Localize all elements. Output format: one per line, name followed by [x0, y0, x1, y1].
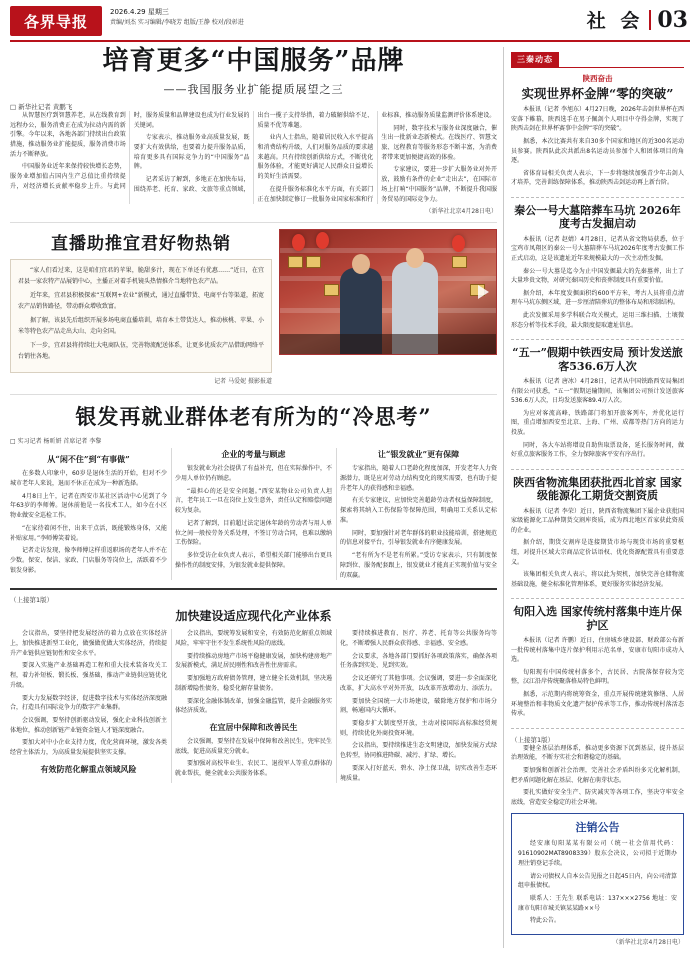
sidebar-continued-tag: （上接第1版） — [511, 735, 555, 744]
section-title: 社 会 — [586, 10, 644, 32]
sidebar — [504, 47, 684, 948]
paragraph: 会议还研究了其他事项。会议强调，要进一步全面深化改革，扩大高水平对外开放，以改革开放增动力、添活力。 — [340, 675, 497, 692]
paragraph: 业内人士指出，随着居民收入水平提高和消费结构升级，人们对服务品质的要求越来越高。只有持续创新供给方式，不断优化服务体验，才能更好满足人民群众日益增长的美好生活需要。 — [257, 134, 374, 181]
feature-text-block — [10, 229, 272, 385]
paragraph: 在多数人印象中，60岁是退休生活的开始，但对不少城市老年人来说，退而不休正在成为一种新选择。 — [10, 470, 167, 488]
masthead-meta — [110, 6, 244, 27]
paragraph: 秦公一号大墓是迄今为止中国发掘最大的先秦墓葬，出土了大量珍贵文物，对研究秦国历史和丧葬制度具有重要价值。 — [511, 267, 684, 285]
paragraph: 本报讯（记者 许鹏）近日，住房城乡建设部、财政部公布新一批传统村落集中连片保护利用示范名单，安康市旬阳市成功入选。 — [511, 637, 684, 664]
paragraph: 从智慧医疗到智慧养老，从在线教育到远程办公，服务消费正在成为拉动内需的新引擎。今年以来，各地各部门持续出台政策措施，推动服务业扩能提质，服务消费市场活力不断释放。 — [10, 111, 126, 158]
feature-body — [10, 259, 272, 373]
publication-date: 2026.4.29 星期三 — [110, 8, 169, 16]
lead-headline-block — [10, 47, 497, 97]
continued-subhead: 有效防范化解重点领域风险 — [40, 763, 137, 774]
paragraph: “老有所为不是老有所累。”受访专家表示，只有制度保障到位、服务配套跟上，银发就业才能真正实现价值与安全的双赢。 — [340, 552, 497, 579]
paragraph: 中国服务业近年来保持较快增长态势，服务业增加值占国内生产总值比重持续提升，对经济增长贡献率稳步上升。与此同时，服务质量和品牌建设也成为行业发展的关键词。 — [10, 111, 250, 190]
paragraph: 要持续推进教育、医疗、养老、托育等公共服务均等化，不断增强人民群众获得感、幸福感、安全感。 — [340, 630, 497, 647]
paragraph: 据介绍，本年度发掘面积约600平方米，考古人员将重点清理车马坑东侧区域，进一步厘清陪葬坑的整体布局和形制结构。 — [511, 289, 684, 307]
paragraph: 为应对客流高峰，铁路部门将加开旅客列车，并优化运行图，重点增加西安至北京、上海、广州、成都等热门方向的运力投放。 — [511, 409, 684, 436]
sidebar-body — [511, 105, 684, 188]
paragraph: 据介绍，期货交割库是连接期货市场与现货市场的重要枢纽，对提升区域大宗商品定价话语权、优化资源配置具有重要意义。 — [511, 539, 684, 566]
product-box — [324, 284, 339, 296]
feature-article — [10, 222, 497, 385]
paragraph: 本报讯（记者 唐冰）4月28日，记者从中国铁路西安局集团有限公司获悉，“五一”假期运输期间，该集团公司预计发送旅客536.6万人次，日均发送旅客89.4万人次。 — [511, 377, 684, 405]
photo-shelf — [280, 276, 496, 281]
paragraph: 4月8日上午，记者在西安市某社区活动中心见到了今年63岁的李师傅。退休前他是一名技术工人，如今在小区物业做安全巡检工作。 — [10, 492, 167, 520]
paragraph: 要加强地方政府债务管理，建立健全长效机制，坚决遏制新增隐性债务，稳妥化解存量债务。 — [175, 675, 332, 692]
paragraph: 会议强调，要坚持创新驱动发展，强化企业科技创新主体地位，推动创新链产业链资金链人才链深度融合。 — [10, 716, 167, 734]
paragraph: “在家待着闲不住，出来干点活，既能锻炼身体，又能补贴家用。”李师傅笑着说。 — [10, 524, 167, 542]
sidebar-title: 实现世界杯金牌“零的突破” — [521, 86, 674, 101]
sidebar-body — [511, 507, 684, 590]
paragraph: 要大力发展数字经济，促进数字技术与实体经济深度融合，打造具有国际竞争力的数字产业集群。 — [10, 694, 167, 712]
lead-headline: 培育更多“中国服务”品牌 — [102, 46, 405, 76]
sidebar-body — [511, 636, 684, 719]
continued-subhead: 在宜居中保障和改善民生 — [209, 721, 298, 732]
page-number: 03 — [657, 6, 688, 33]
continued-tag: （上接第1版） — [10, 596, 54, 605]
product-box — [288, 256, 303, 268]
cancellation-notice — [511, 813, 684, 935]
paragraph: “家人们看过来，这是咱们宜君的苹果，脆甜多汁，现在下单还有优惠……”近日，在宜君县一家农特产品展销中心，主播正对着手机镜头热情推介当地特色农产品。 — [18, 267, 264, 285]
sidebar-continued-body — [511, 744, 684, 808]
paragraph: 同时，要加强针对老年群体的职业技能培训，搭建规范的信息对接平台，引导银发就业有序健康发展。 — [340, 529, 497, 547]
paragraph: 会议指出，要持续推进生态文明建设，加快发展方式绿色转型，协同推进降碳、减污、扩绿、增长。 — [340, 742, 497, 760]
sidebar-title: 陕西省物流集团获批西北首家 国家级能源化工期货交割资质 — [513, 475, 682, 503]
paragraph: 同时，数字技术与服务业深度融合，催生出一批新业态新模式。在线医疗、智慧文旅、远程教育等服务形态不断丰富，为消费者带来更加便捷高效的体验。 — [381, 124, 497, 161]
notice-title: 注销公告 — [575, 821, 620, 835]
sidebar-article[interactable] — [511, 204, 684, 340]
paragraph: 会议指出，要统筹发展和安全，有效防范化解重点领域风险，牢牢守住不发生系统性风险的底线。 — [175, 630, 332, 647]
photo-shelf — [280, 308, 496, 313]
paragraph: 要加强对高校毕业生、农民工、退役军人等重点群体的就业帮扶，健全就业公共服务体系。 — [175, 760, 332, 778]
paragraph: 要扎实做好安全生产、防灾减灾等各项工作，坚决守牢安全底线，营造安全稳定的社会环境。 — [511, 789, 684, 806]
lead-subheadline: ——我国服务业扩能提质展望之三 — [163, 82, 344, 96]
paragraph: 在提升服务标准化水平方面，有关部门正在加快制定修订一批服务业国家标准和行业标准，推动服务质量监测评价体系建设。 — [257, 111, 496, 203]
paragraph: 该集团相关负责人表示，将以此为契机，加快完善仓储物流基础设施，健全标准化管理体系，更好服务实体经济发展。 — [511, 571, 684, 588]
paragraph: 旬阳现有中国传统村落多个，古民居、古院落保存较为完整，汉江沿岸传统聚落格局特色鲜明。 — [511, 668, 684, 686]
paragraph: 据了解，该县先后组织开展多场电商直播培训，培育本土带货达人，推动核桃、苹果、小米等特色农产品走出大山、走向全国。 — [18, 317, 265, 335]
paragraph: 会议指出，要坚持把发展经济的着力点放在实体经济上，加快推进新型工业化，做强做优做大实体经济，持续提升产业链供应链韧性和安全水平。 — [10, 630, 167, 657]
paragraph: 专家表示，推动服务业高质量发展，既要扩大有效供给，也要着力提升服务品质，培育更多具有国际竞争力的“中国服务”品牌。 — [133, 134, 250, 171]
masthead — [10, 6, 690, 42]
lantern-icon — [316, 232, 329, 249]
editorial-staff: 责编/刘杰 实习编辑/李晓芳 组版/王静 校对/段彰进 — [110, 18, 244, 26]
continued-title: 加快建设适应现代化产业体系 — [175, 609, 332, 624]
continued-body — [10, 629, 497, 783]
paragraph: 有关专家建议，应加快完善超龄劳动者权益保障制度，探索将其纳入工伤保险等保障范围，明确用工关系认定标准。 — [340, 497, 497, 524]
paragraph: 特此公告。 — [530, 917, 561, 925]
paragraph: 近年来，宜君县积极探索“互联网+农业”新模式，通过直播带货、电商平台等渠道，拓宽农产品销售路径，带动群众增收致富。 — [18, 292, 264, 310]
paragraph: 要深入实施产业基础再造工程和重大技术装备攻关工程，着力补短板、锻长板、强基础，推动产业链供应链优化升级。 — [10, 662, 167, 689]
paragraph: “最担心的还是安全问题。”西安某物业公司负责人坦言，老年员工一旦在岗位上发生意外，责任认定和赔偿问题较为复杂。 — [175, 487, 332, 515]
feature-credit: 记者 马爱妮 摄影报道 — [214, 378, 272, 386]
sidebar-section-label: 三秦动态 — [511, 52, 559, 67]
section-divider — [649, 10, 651, 30]
mid-article-body — [10, 448, 497, 580]
paragraph: 专家指出，随着人口老龄化程度加深，开发老年人力资源潜力，既是应对劳动力结构变化的现实需要，也有助于提升老年人的获得感和幸福感。 — [340, 465, 497, 492]
sidebar-kicker: 陕西奋击 — [582, 74, 613, 83]
main-content — [10, 47, 504, 948]
photo-shelf — [280, 248, 496, 253]
paragraph: 要加强和创新社会治理，完善社会矛盾纠纷多元化解机制，把矛盾问题化解在基层、化解在萌芽状态。 — [511, 767, 684, 784]
paragraph: 多位受访企业负责人表示，希望相关部门能够出台更具操作性的制度安排，为银发就业提供保障。 — [175, 552, 332, 569]
notice-endnote: （新华社北京4月28日电） — [612, 939, 684, 947]
paragraph: 专家建议，要进一步扩大服务业对外开放，鼓励有条件的企业“走出去”，在国际市场上打响“中国服务”品牌，不断提升我国服务贸易的国际竞争力。 — [381, 166, 497, 203]
sidebar-title: “五一”假期中铁西安局 预计发送旅客536.6万人次 — [512, 346, 683, 373]
paragraph: 会议强调，要坚持在发展中保障和改善民生，兜牢民生底线，促进高质量充分就业。 — [175, 737, 332, 755]
mid-subhead: 让“银发就业”更有保障 — [377, 449, 460, 460]
sidebar-header — [511, 47, 684, 68]
mid-subhead: 从“闲不住”到“有事做” — [47, 454, 130, 465]
mid-article-byline: □ 实习记者 杨昕妍 首席记者 李黎 — [10, 438, 102, 446]
paragraph: 本报讯（记者 李荣）近日，陕西省物流集团下属企业获批国家级能源化工品种期货交割库资质，成为西北地区首家获此资质的企业。 — [511, 507, 684, 534]
paragraph: 同时，各大车站将增设自助售取票设备，延长服务时间，做好重点旅客服务工作，全力保障旅客平安有序出行。 — [511, 441, 684, 459]
notice-body — [518, 839, 677, 926]
sidebar-title: 秦公一号大墓陪葬车马坑 2026年度考古发掘启动 — [514, 204, 681, 231]
mid-article-title: 银发再就业群体老有所为的“冷思考” — [10, 394, 497, 431]
sidebar-continued — [511, 735, 684, 808]
paragraph: 本报讯（记者 李旭东）4月27日晚，2026年击剑世界杯在西安落下帷幕，陕西选手在男子佩剑个人项目中夺得金牌，实现了陕西击剑在世界杯赛事中金牌“零的突破”。 — [511, 106, 684, 133]
paragraph: 记者了解到，目前超过法定退休年龄的劳动者与用人单位之间一般按劳务关系处理，不签订劳动合同，也难以缴纳工伤保险。 — [175, 519, 332, 547]
lead-endnote: （新华社北京4月28日电） — [425, 208, 497, 216]
newspaper-logo: 各界导报 — [10, 6, 102, 36]
photo-counter — [280, 334, 496, 354]
sidebar-article[interactable] — [511, 346, 684, 470]
paragraph: 本报讯（记者 赵婧）4月28日，记者从省文物局获悉，位于宝鸡市凤翔区的秦公一号大墓陪葬车马坑2026年度考古发掘工作正式启动，这是该遗址近年来规模最大的一次主动性发掘。 — [511, 235, 684, 262]
page-body — [10, 47, 690, 948]
paragraph: 据悉，示范期内将统筹资金，重点开展传统建筑修缮、人居环境整治和非物质文化遗产保护传承等工作，推动传统村落活态传承。 — [511, 691, 684, 718]
sidebar-article[interactable] — [511, 476, 684, 600]
sidebar-article[interactable] — [511, 605, 684, 729]
masthead-section-block — [587, 6, 690, 33]
paragraph: 要持续推动房地产市场平稳健康发展，加快构建房地产发展新模式，满足居民刚性和改善性住房需求。 — [175, 652, 332, 670]
product-box — [306, 256, 321, 268]
paragraph: 请公司债权人自本公告见报之日起45日内，向公司清算组申报债权。 — [518, 872, 677, 890]
feature-photo — [279, 229, 497, 355]
sidebar-article[interactable] — [511, 73, 684, 198]
product-box — [452, 256, 467, 268]
lead-article-body — [10, 111, 497, 204]
sidebar-body — [511, 235, 684, 330]
paragraph: 记者走访发现，像李师傅这样重返职场的老年人并不在少数。保安、保洁、家政、门店服务等岗位上，活跃着不少银发身影。 — [10, 547, 167, 574]
paragraph: 联系人：王先生 联系电话：137×××2756 地址：安康市旬阳市城关镇某某路××号 — [518, 895, 677, 912]
paragraph: 要深化金融体制改革，加强金融监管，提升金融服务实体经济质效。 — [175, 697, 332, 715]
paragraph: 要深入打好蓝天、碧水、净土保卫战，切实改善生态环境质量。 — [340, 764, 497, 782]
sidebar-title: 旬阳入选 国家传统村落集中连片保护区 — [513, 605, 682, 632]
continued-section — [10, 588, 497, 783]
paragraph: 要健全基层治理体系，推动更多资源下沉到基层，提升基层治理效能，不断夯实社会和谐稳定的基础。 — [511, 744, 684, 762]
lead-byline: □ 新华社记者 黄鹏飞 — [10, 102, 73, 111]
paragraph: 会议要求，各地各部门要抓好各项政策落实，确保各项任务落到实处、见到实效。 — [340, 652, 497, 670]
mid-subhead: 企业的考量与顾虑 — [221, 449, 286, 460]
paragraph: 银发就业为社会提供了有益补充，但在实际操作中，不少用人单位仍有顾虑。 — [175, 465, 332, 483]
paragraph: 省体育局相关负责人表示，下一步将继续加强青少年击剑人才培养，完善训练保障体系，推动陕西击剑运动再上新台阶。 — [511, 169, 684, 187]
paragraph: 要加快全国统一大市场建设，破除地方保护和市场分割，畅通国内大循环。 — [340, 697, 497, 715]
play-icon[interactable] — [478, 285, 489, 299]
paragraph: 要稳步扩大制度型开放，主动对接国际高标准经贸规则，持续优化外商投资环境。 — [340, 719, 497, 737]
sidebar-body — [511, 377, 684, 460]
feature-title: 直播助推宜君好物热销 — [51, 234, 231, 255]
paragraph: 记者采访了解到，多地正在加快布局，围绕养老、托育、家政、文旅等重点领域，出台一揽子支持举措，着力破解供给不足、质量不优等难题。 — [133, 111, 374, 193]
paragraph: 经安康旬阳某某有限公司（统一社会信用代码：91610902MAT8908339）股东会决议，公司拟于近期办理注销登记手续。 — [518, 840, 677, 867]
paragraph: 此次发掘采用多学科联合攻关模式，运用三维扫描、土壤微形态分析等技术手段，最大限度提取遗址信息。 — [511, 311, 684, 329]
paragraph: 要加大对中小企业支持力度，优化营商环境，激发各类经营主体活力，为高质量发展提供坚实支撑。 — [10, 739, 167, 757]
paragraph: 下一步，宜君县将持续壮大电商队伍，完善物流配送体系，让更多优质农产品借助网络平台销往各地。 — [18, 342, 265, 360]
paragraph: 据悉，本次比赛共有来自30多个国家和地区的近300名运动员参赛。陕西队此次共派出8名运动员参加个人和团体项目的角逐。 — [511, 138, 684, 165]
